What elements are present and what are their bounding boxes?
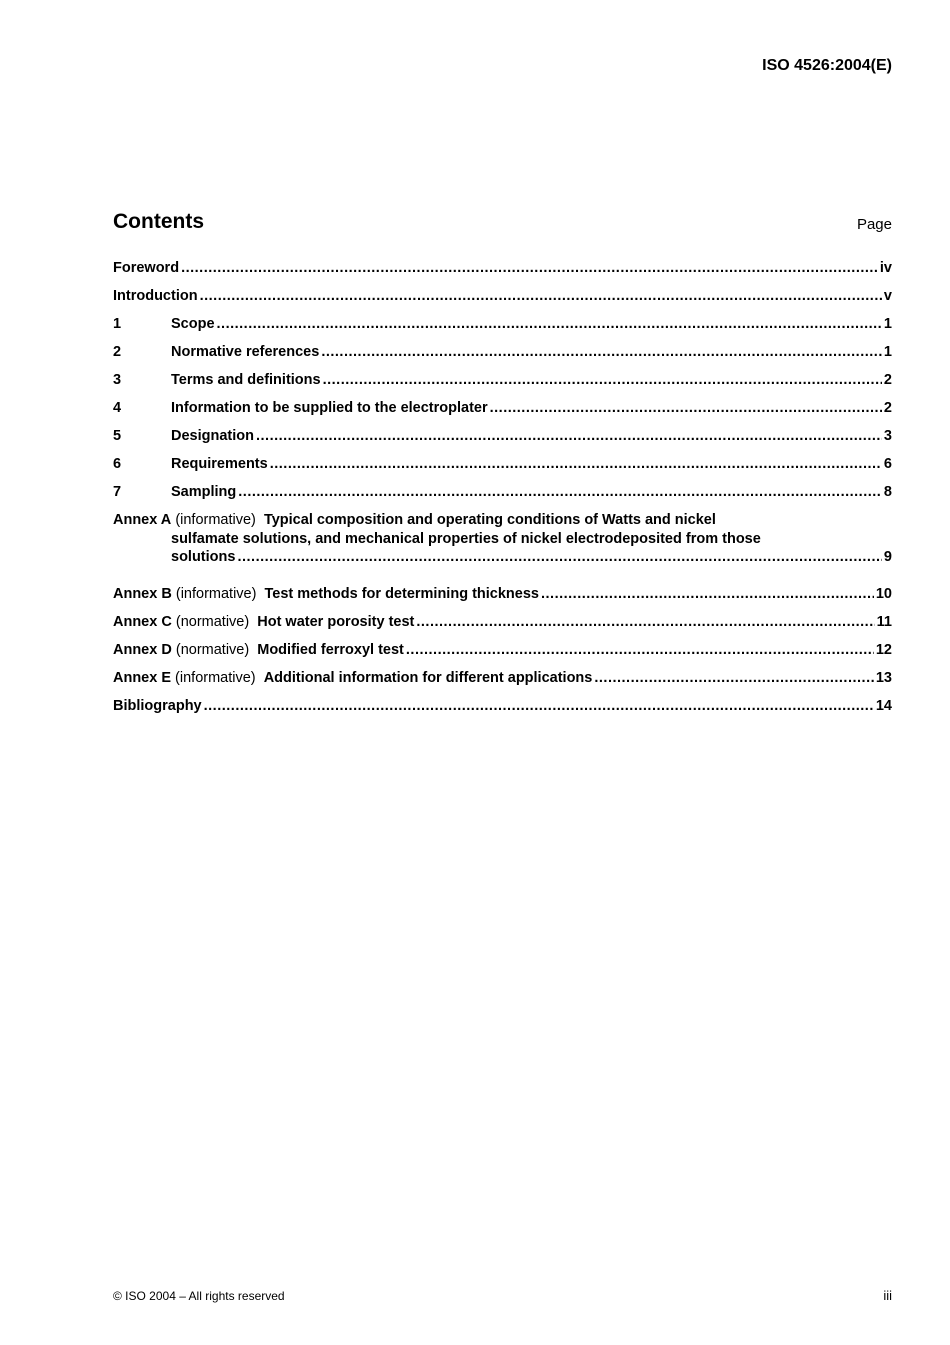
toc-entry-number: 7 [113, 484, 122, 500]
toc-entry-page: v [883, 288, 892, 304]
toc-entry-page: 10 [875, 586, 892, 602]
toc-entry-label: Additional information for different applications [263, 670, 593, 686]
toc-entry-annex-c[interactable] [113, 613, 892, 641]
dot-leader [416, 613, 874, 632]
annex-letter: Annex C [113, 614, 172, 630]
annex-title-line: Typical composition and operating conditions of Watts and nickel [263, 512, 716, 528]
page-title: Contents [113, 210, 204, 233]
dot-leader [406, 641, 874, 660]
dot-leader [490, 399, 882, 418]
toc-entry-page: 3 [883, 428, 892, 444]
toc-entry-number: 4 [113, 400, 122, 416]
toc-entry-designation[interactable] [113, 427, 892, 455]
dot-leader [181, 259, 878, 278]
toc-entry-label: Designation [171, 428, 254, 444]
toc-entry-page: 1 [883, 344, 892, 360]
toc-entry-terms-and-definitions[interactable] [113, 371, 892, 399]
toc-entry-page: 2 [883, 372, 892, 388]
annex-kind: (informative) [175, 512, 256, 528]
toc-entry-label: Normative references [171, 344, 320, 360]
toc-entry-label: Hot water porosity test [257, 614, 415, 630]
toc-entry-information-to-be-supplied[interactable] [113, 399, 892, 427]
table-of-contents [113, 259, 892, 725]
toc-entry-normative-references[interactable] [113, 343, 892, 371]
toc-entry-label: Scope [171, 316, 215, 332]
annex-letter: Annex B [113, 586, 172, 602]
toc-entry-foreword[interactable] [113, 259, 892, 287]
toc-entry-requirements[interactable] [113, 455, 892, 483]
toc-entry-annex-d[interactable] [113, 641, 892, 669]
toc-entry-page: 11 [876, 614, 892, 630]
toc-entry-page: 13 [875, 670, 892, 686]
dot-leader [541, 585, 874, 604]
dot-leader [237, 548, 881, 567]
annex-letter: Annex E [113, 670, 172, 686]
dot-leader [200, 287, 882, 306]
copyright-notice: © ISO 2004 – All rights reserved [113, 1289, 285, 1303]
annex-title-line: solutions [171, 549, 236, 565]
annex-kind: (informative) [175, 586, 257, 602]
dot-leader [217, 315, 882, 334]
toc-entry-annex-e[interactable] [113, 669, 892, 697]
toc-entry-label: Information to be supplied to the electroplater [171, 400, 488, 416]
page-column-label: Page [856, 216, 892, 233]
toc-entry-label: Terms and definitions [171, 372, 321, 388]
toc-entry-page: 2 [883, 400, 892, 416]
dot-leader [321, 343, 882, 362]
toc-entry-label: Test methods for determining thickness [264, 586, 539, 602]
toc-entry-annex-a[interactable] [113, 511, 892, 576]
dot-leader [238, 483, 882, 502]
toc-entry-bibliography[interactable] [113, 697, 892, 725]
toc-entry-number: 5 [113, 428, 122, 444]
toc-entry-page: 1 [883, 316, 892, 332]
toc-entry-page: 14 [875, 698, 892, 714]
toc-entry-page: iv [879, 260, 892, 276]
annex-kind: (informative) [175, 670, 256, 686]
dot-leader [204, 697, 874, 716]
dot-leader [323, 371, 882, 390]
toc-entry-number: 3 [113, 372, 122, 388]
toc-entry-number: 1 [113, 316, 122, 332]
dot-leader [256, 427, 882, 446]
annex-letter: Annex A [113, 512, 172, 528]
toc-entry-label: Requirements [171, 456, 268, 472]
annex-kind: (normative) [175, 642, 250, 658]
annex-letter: Annex D [113, 642, 172, 658]
toc-header [113, 207, 892, 237]
document-id: ISO 4526:2004(E) [762, 57, 892, 74]
toc-entry-introduction[interactable] [113, 287, 892, 315]
annex-kind: (normative) [175, 614, 250, 630]
toc-entry-label: Introduction [113, 288, 198, 304]
toc-entry-label: Modified ferroxyl test [257, 642, 404, 658]
toc-entry-page: 9 [883, 549, 892, 565]
toc-entry-label: Bibliography [113, 698, 202, 714]
dot-leader [270, 455, 882, 474]
toc-entry-scope[interactable] [113, 315, 892, 343]
toc-entry-annex-b[interactable] [113, 585, 892, 613]
annex-title-line: sulfamate solutions, and mechanical properties of nickel electrodeposited from those [171, 530, 761, 547]
toc-entry-page: 6 [883, 456, 892, 472]
toc-entry-sampling[interactable] [113, 483, 892, 511]
toc-entry-page: 8 [883, 484, 892, 500]
toc-entry-label: Foreword [113, 260, 180, 276]
toc-entry-number: 2 [113, 344, 122, 360]
page-number: iii [883, 1288, 892, 1303]
toc-entry-number: 6 [113, 456, 122, 472]
toc-entry-label: Sampling [171, 484, 237, 500]
toc-entry-page: 12 [875, 642, 892, 658]
dot-leader [594, 669, 874, 688]
